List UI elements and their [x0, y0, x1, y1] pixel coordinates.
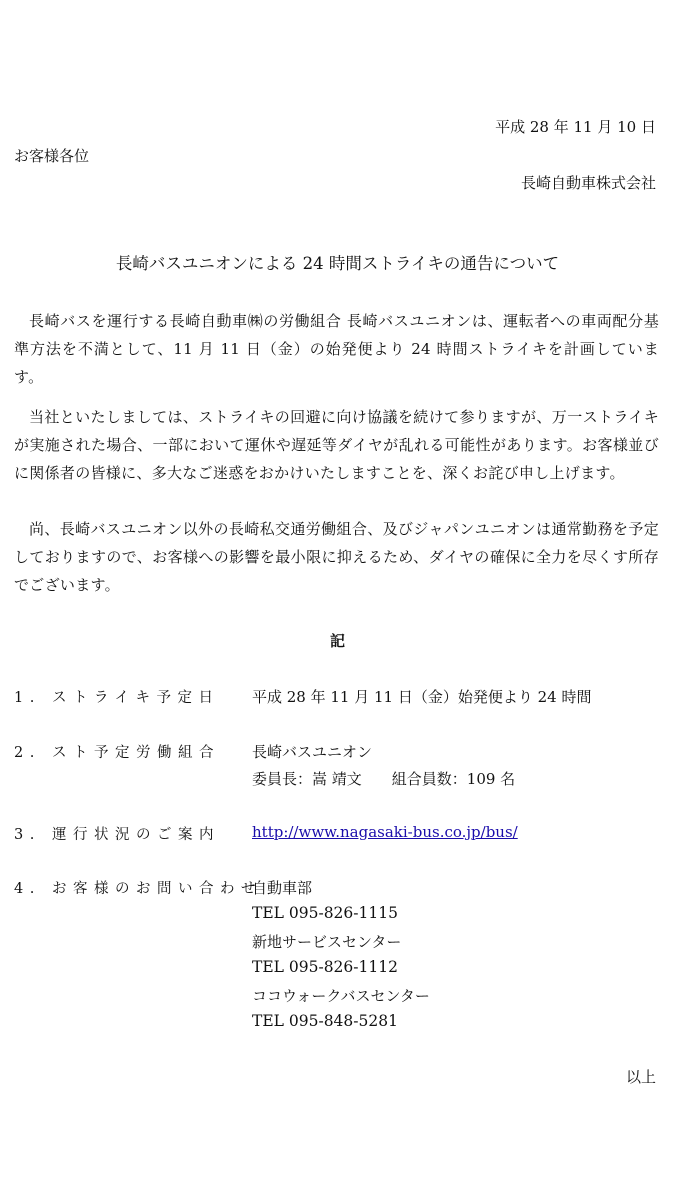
closing-mark: 以上: [625, 1068, 656, 1086]
item-3-label: 3. 運行状況のご案内: [14, 827, 220, 843]
contact-2-tel: TEL 095-826-1112: [252, 958, 398, 976]
document-title: 長崎バスユニオンによる 24 時間ストライキの通告について: [115, 254, 560, 273]
item-2-value: 長崎バスユニオン: [252, 743, 373, 761]
sender-company: 長崎自動車株式会社: [520, 174, 656, 192]
document-date: 平成 28 年 11 月 10 日: [495, 118, 656, 136]
body-paragraph-2: 当社といたしましては、ストライキの回避に向け協議を続けて参りますが、万一ストライキが実施された場合、一部において運休や遅延等ダイヤが乱れる可能性があります。お客様並びに関係者の皆様に、多大なご迷惑をおかけいたしますことを、深くお詫び申し上げます。: [14, 408, 659, 482]
item-1-value: 平成 28 年 11 月 11 日（金）始発便より 24 時間: [252, 688, 592, 706]
item-2-detail: 委員長：嵩 靖文 組合員数：109 名: [252, 770, 516, 788]
contact-3-name: ココウォークバスセンター: [252, 987, 430, 1005]
ki-heading: 記: [329, 632, 345, 650]
contact-1-name: 自動車部: [252, 879, 313, 897]
contact-1-tel: TEL 095-826-1115: [252, 904, 398, 922]
recipient: お客様各位: [14, 147, 90, 165]
contact-3-tel: TEL 095-848-5281: [252, 1012, 398, 1030]
status-link[interactable]: http://www.nagasaki-bus.co.jp/bus/: [252, 823, 518, 841]
body-paragraph-1: 長崎バスを運行する長崎自動車㈱の労働組合 長崎バスユニオンは、運転者への車両配分基準方法を不満として、11 月 11 日（金）の始発便より 24 時間ストライキを計画しています。: [14, 312, 659, 386]
body-paragraph-3: 尚、長崎バスユニオン以外の長崎私交通労働組合、及びジャパンユニオンは通常勤務を予定しておりますので、お客様への影響を最小限に抑えるため、ダイヤの確保に全力を尽くす所存でございます。: [14, 520, 659, 594]
item-1-label: 1. ストライキ予定日: [14, 690, 220, 706]
item-2-label: 2. スト予定労働組合: [14, 745, 220, 761]
contact-2-name: 新地サービスセンター: [252, 933, 402, 951]
item-4-label: 4. お客様のお問い合わせ: [14, 881, 262, 897]
